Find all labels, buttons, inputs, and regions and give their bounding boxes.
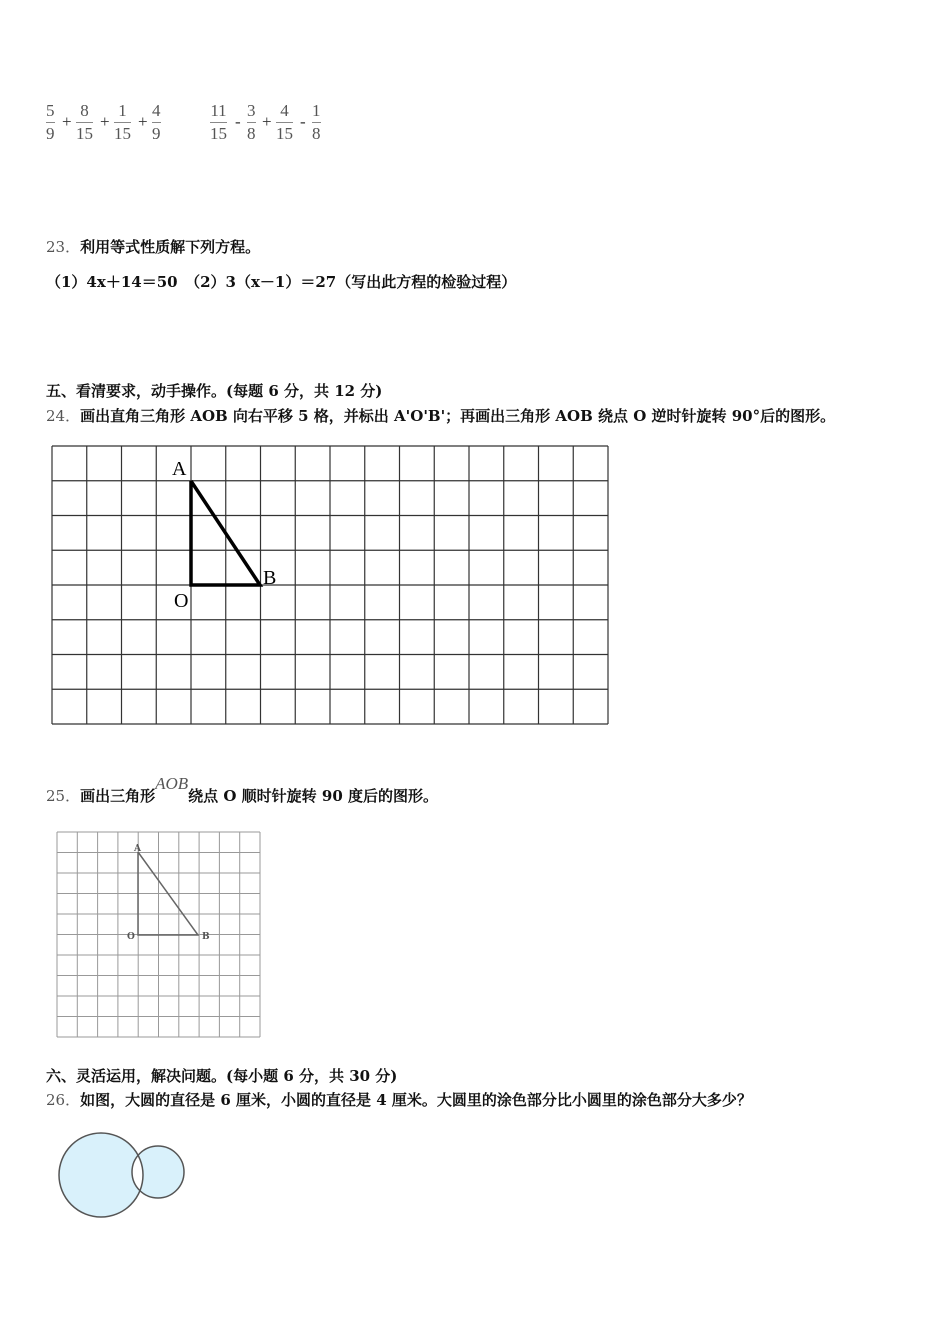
q25-label-o: O <box>127 932 135 942</box>
q24-label-o: O <box>174 590 189 612</box>
fraction: 4 15 <box>276 101 293 143</box>
operator: + <box>138 112 148 131</box>
operator: + <box>262 112 272 131</box>
q24-label-a: A <box>172 458 187 480</box>
q23-equations: （1）4x＋14＝50 （2）3（x－1）＝27（写出此方程的检验过程） <box>46 273 517 291</box>
operator: - <box>300 112 306 131</box>
fraction: 11 15 <box>210 101 227 143</box>
q26-prompt: 26．如图，大圆的直径是 6 厘米，小圆的直径是 4 厘米。大圆里的涂色部分比小圆里的涂色部分大多少？ <box>46 1091 752 1109</box>
operator: + <box>100 112 110 131</box>
q24-label-b: B <box>263 567 277 589</box>
fraction: 4 9 <box>152 101 161 143</box>
q24-prompt: 24．画出直角三角形 AOB 向右平移 5 格，并标出 A'O'B'；再画出三角形 AOB 绕点 O 逆时针旋转 90°后的图形。 <box>46 407 836 425</box>
fraction: 1 15 <box>114 101 131 143</box>
section-6-heading: 六、灵活运用，解决问题。(每小题 6 分，共 30 分) <box>46 1067 398 1085</box>
q26-circles-figure <box>59 1133 184 1217</box>
fraction: 3 8 <box>247 101 256 143</box>
operator: + <box>62 112 72 131</box>
section-5-heading: 五、看清要求，动手操作。(每题 6 分，共 12 分) <box>46 382 383 400</box>
q25-prompt: 25．画出三角形AOB绕点 O 顺时针旋转 90 度后的图形。 <box>46 774 438 805</box>
q25-label-a: A <box>134 844 141 854</box>
operator: - <box>235 112 241 131</box>
fraction: 1 8 <box>312 101 321 143</box>
q24-grid <box>52 446 608 724</box>
fraction: 5 9 <box>46 101 55 143</box>
fraction: 8 15 <box>76 101 93 143</box>
q23-prompt: 23．利用等式性质解下列方程。 <box>46 238 261 256</box>
q25-label-b: B <box>202 932 210 942</box>
